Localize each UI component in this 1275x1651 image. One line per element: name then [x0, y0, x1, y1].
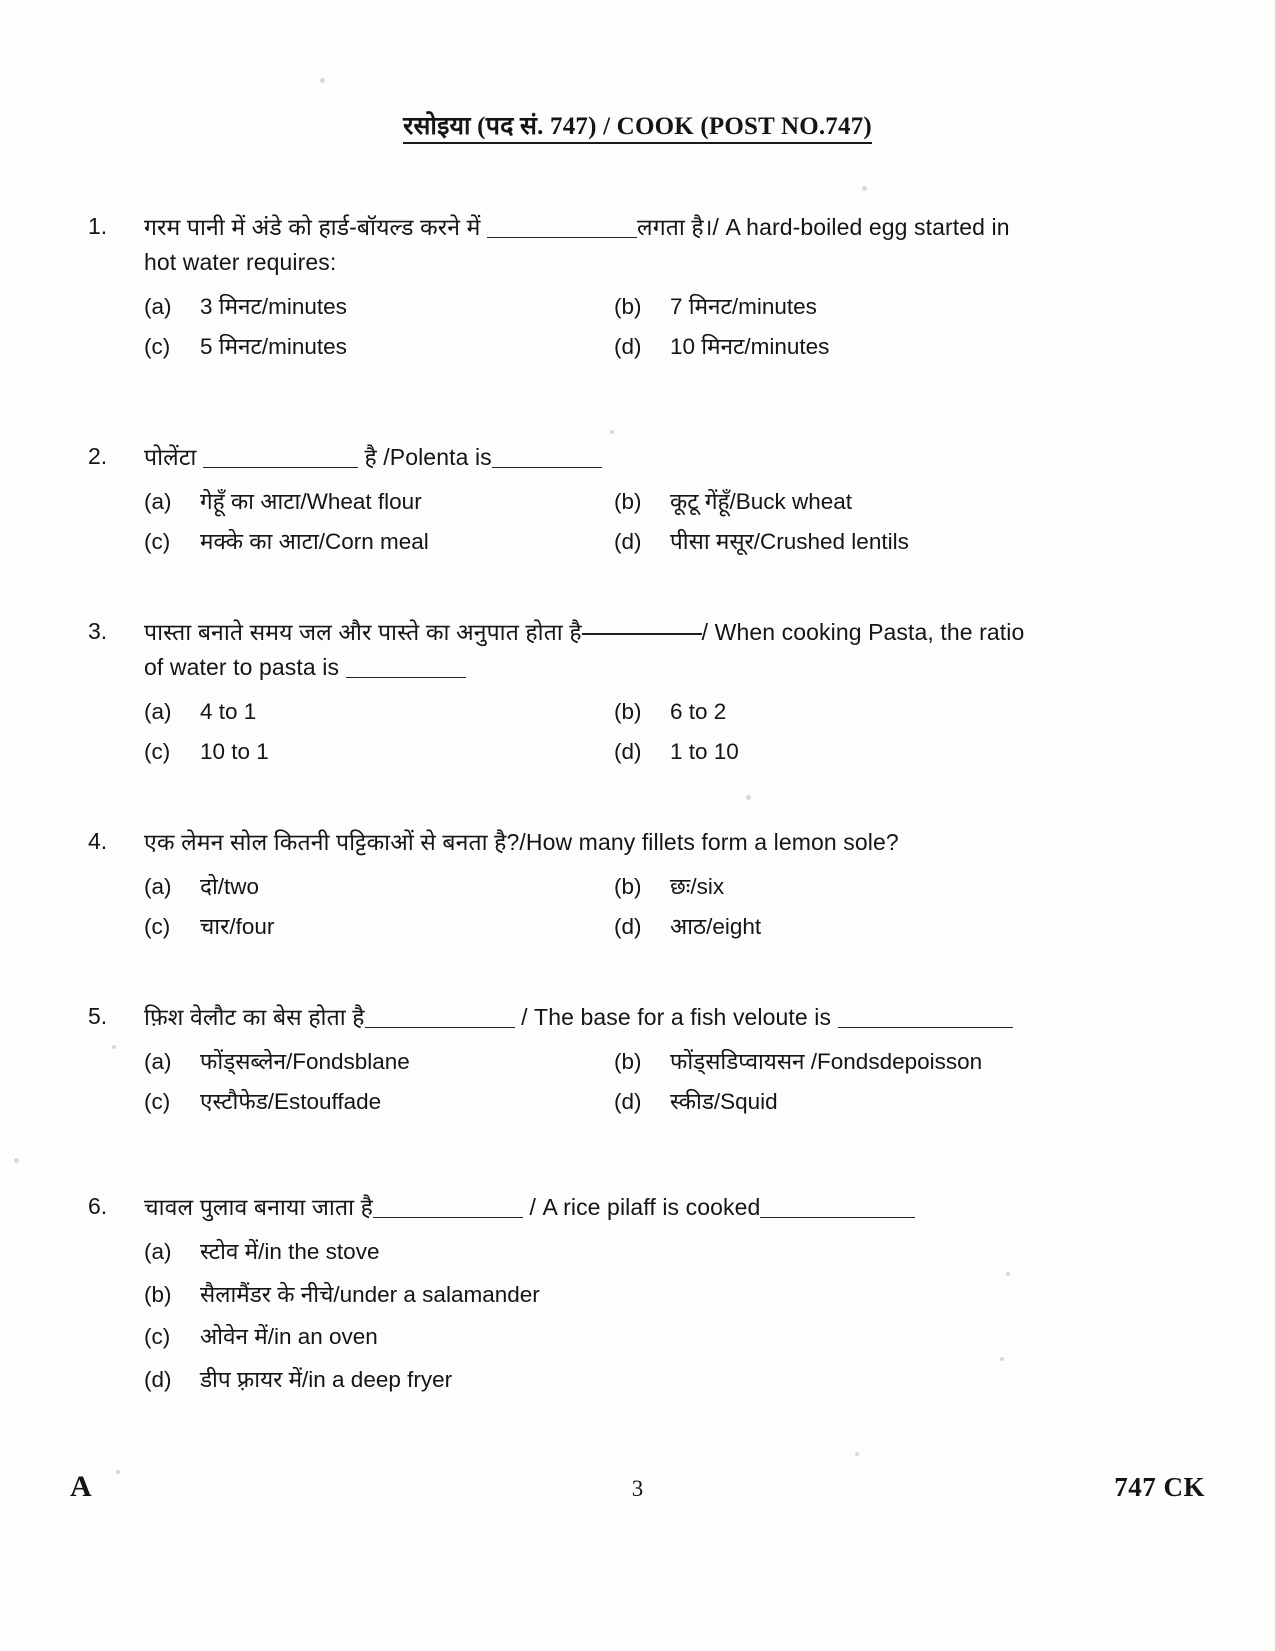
question-3-number: 3.	[88, 618, 108, 644]
option-text: 10 मिनट/minutes	[670, 333, 830, 359]
question-2-body	[144, 440, 1118, 564]
question-1-text-mid: लगता है।/ A hard-boiled egg started in	[637, 214, 1010, 240]
option-label: (a)	[144, 488, 172, 514]
option-text: एस्टौफेड/Estouffade	[200, 1088, 382, 1114]
question-1-text-line2: hot water requires:	[144, 248, 337, 275]
question-3	[88, 615, 1118, 774]
option-4a[interactable]	[144, 870, 614, 904]
question-4-text	[144, 825, 1118, 860]
option-label: (b)	[614, 698, 642, 724]
option-3b[interactable]	[614, 695, 1118, 729]
option-label: (c)	[144, 913, 171, 939]
paper-code: 747 CK	[1114, 1472, 1205, 1502]
page-title-text: रसोइया (पद सं. 747) / COOK (POST NO.747)	[403, 113, 872, 144]
option-label: (d)	[614, 333, 642, 359]
question-4-body	[144, 825, 1118, 949]
question-3-body	[144, 615, 1118, 774]
question-6-options	[144, 1235, 1118, 1397]
option-label: (b)	[614, 873, 642, 899]
option-text: 6 to 2	[670, 698, 727, 724]
option-5c[interactable]	[144, 1085, 614, 1119]
option-label: (c)	[144, 1324, 171, 1350]
option-text: 3 मिनट/minutes	[200, 293, 347, 319]
answer-blank	[492, 467, 602, 468]
option-row	[144, 330, 1118, 364]
question-2-head	[88, 440, 1118, 564]
option-text: मक्के का आटा/Corn meal	[200, 528, 429, 554]
scan-speck	[862, 186, 867, 191]
option-text: स्कीड/Squid	[670, 1088, 778, 1114]
option-label: (b)	[614, 1048, 642, 1074]
option-text: छः/six	[670, 873, 725, 899]
option-text: फोंड्सडिप्वायसन /Fondsdepoisson	[670, 1048, 983, 1074]
question-3-head	[88, 615, 1118, 774]
question-2	[88, 440, 1118, 564]
option-2a[interactable]	[144, 485, 614, 519]
option-row	[144, 910, 1118, 944]
question-2-text-lead: पोलेंटा	[144, 444, 197, 470]
option-2b[interactable]	[614, 485, 1118, 519]
option-text: आठ/eight	[670, 913, 762, 939]
answer-blank	[760, 1217, 915, 1218]
question-1-text	[144, 210, 1118, 280]
question-5-text-lead: फ़िश वेलौट का बेस होता है	[144, 1004, 365, 1030]
question-1-head	[88, 210, 1118, 369]
question-3-text	[144, 615, 1118, 685]
question-5-body	[144, 1000, 1118, 1124]
option-text: 1 to 10	[670, 738, 739, 764]
option-6c[interactable]	[144, 1320, 1118, 1354]
question-4-head	[88, 825, 1118, 949]
answer-blank	[203, 467, 358, 468]
option-1c[interactable]	[144, 330, 614, 364]
option-label: (c)	[144, 528, 171, 554]
option-text: कूटू गेंहूँ/Buck wheat	[670, 488, 853, 514]
answer-blank	[487, 237, 637, 238]
option-3d[interactable]	[614, 735, 1118, 769]
option-1b[interactable]	[614, 290, 1118, 324]
question-4	[88, 825, 1118, 949]
option-label: (a)	[144, 1238, 172, 1264]
question-1	[88, 210, 1118, 369]
option-6d[interactable]	[144, 1363, 1118, 1397]
question-6-number: 6.	[88, 1193, 108, 1219]
option-text: 7 मिनट/minutes	[670, 293, 817, 319]
option-4b[interactable]	[614, 870, 1118, 904]
option-label: (c)	[144, 738, 171, 764]
question-6-head	[88, 1190, 1118, 1406]
option-label: (c)	[144, 333, 171, 359]
question-6-text	[144, 1190, 1118, 1225]
question-5	[88, 1000, 1118, 1124]
option-1d[interactable]	[614, 330, 1118, 364]
option-text: 4 to 1	[200, 698, 257, 724]
question-5-text	[144, 1000, 1118, 1035]
question-6-text-mid: / A rice pilaff is cooked	[529, 1194, 761, 1220]
scan-speck	[746, 795, 751, 800]
option-text: फोंड्सब्लेन/Fondsblane	[200, 1048, 410, 1074]
option-text: 5 मिनट/minutes	[200, 333, 347, 359]
option-row	[144, 290, 1118, 324]
option-3a[interactable]	[144, 695, 614, 729]
page-footer	[70, 1470, 1205, 1504]
option-6b[interactable]	[144, 1278, 1118, 1312]
question-1-number: 1.	[88, 213, 108, 239]
option-row	[144, 525, 1118, 559]
option-text: दो/two	[200, 873, 260, 899]
option-4d[interactable]	[614, 910, 1118, 944]
question-4-options	[144, 870, 1118, 944]
answer-blank	[373, 1217, 523, 1218]
option-label: (a)	[144, 1048, 172, 1074]
option-label: (b)	[144, 1281, 172, 1307]
option-text: सैलामैंडर के नीचे/under a salamander	[200, 1281, 540, 1307]
option-label: (d)	[614, 913, 642, 939]
question-4-number: 4.	[88, 828, 108, 854]
answer-blank	[365, 1027, 515, 1028]
option-label: (c)	[144, 1088, 171, 1114]
option-2c[interactable]	[144, 525, 614, 559]
option-row	[144, 1045, 1118, 1079]
option-label: (d)	[614, 528, 642, 554]
question-3-options	[144, 695, 1118, 769]
page-number: 3	[631, 1476, 644, 1501]
question-2-options	[144, 485, 1118, 559]
question-5-head	[88, 1000, 1118, 1124]
question-4-text-lead: एक लेमन सोल कितनी पट्टिकाओं से बनता है?/How many fillets form a lemon sole?	[144, 829, 899, 855]
option-label: (d)	[614, 1088, 642, 1114]
option-text: गेहूँ का आटा/Wheat flour	[200, 488, 422, 514]
option-row	[144, 695, 1118, 729]
scan-speck	[610, 430, 614, 434]
option-label: (b)	[614, 488, 642, 514]
question-3-text-line2: of water to pasta is	[144, 653, 340, 680]
question-1-body	[144, 210, 1118, 369]
booklet-series: A	[70, 1470, 92, 1503]
option-5d[interactable]	[614, 1085, 1118, 1119]
option-1a[interactable]	[144, 290, 614, 324]
option-text: स्टोव में/in the stove	[200, 1238, 380, 1264]
scan-speck	[320, 78, 325, 83]
option-text: पीसा मसूर/Crushed lentils	[670, 528, 909, 554]
scan-speck	[855, 1452, 859, 1456]
question-5-number: 5.	[88, 1003, 108, 1029]
question-5-options	[144, 1045, 1118, 1119]
option-4c[interactable]	[144, 910, 614, 944]
option-label: (d)	[614, 738, 642, 764]
option-row	[144, 735, 1118, 769]
question-6-body	[144, 1190, 1118, 1406]
option-label: (d)	[144, 1367, 172, 1393]
option-label: (b)	[614, 293, 642, 319]
option-3c[interactable]	[144, 735, 614, 769]
question-2-text	[144, 440, 1118, 475]
question-2-number: 2.	[88, 443, 108, 469]
option-row	[144, 485, 1118, 519]
option-text: चार/four	[200, 913, 275, 939]
option-5b[interactable]	[614, 1045, 1118, 1079]
answer-blank	[346, 677, 466, 678]
option-label: (a)	[144, 293, 172, 319]
question-5-text-mid: / The base for a fish veloute is	[521, 1004, 832, 1030]
option-2d[interactable]	[614, 525, 1118, 559]
question-6-text-lead: चावल पुलाव बनाया जाता है	[144, 1194, 373, 1220]
option-label: (a)	[144, 873, 172, 899]
option-text: ओवेन में/in an oven	[200, 1324, 378, 1350]
scan-speck	[14, 1158, 19, 1163]
answer-dash-line	[582, 633, 702, 635]
question-2-text-mid: है /Polenta is	[364, 444, 492, 470]
option-text: 10 to 1	[200, 738, 269, 764]
question-1-options	[144, 290, 1118, 364]
option-5a[interactable]	[144, 1045, 614, 1079]
question-1-text-lead: गरम पानी में अंडे को हार्ड-बॉयल्ड करने में	[144, 214, 481, 240]
option-row	[144, 1085, 1118, 1119]
question-3-text-lead: पास्ता बनाते समय जल और पास्ते का अनुपात होता है	[144, 619, 582, 645]
option-6a[interactable]	[144, 1235, 1118, 1269]
option-row	[144, 870, 1118, 904]
option-label: (a)	[144, 698, 172, 724]
question-6	[88, 1190, 1118, 1406]
page-title	[0, 108, 1275, 142]
option-text: डीप फ़्रायर में/in a deep fryer	[200, 1367, 453, 1393]
answer-blank	[838, 1027, 1013, 1028]
question-3-text-mid: / When cooking Pasta, the ratio	[701, 619, 1025, 645]
